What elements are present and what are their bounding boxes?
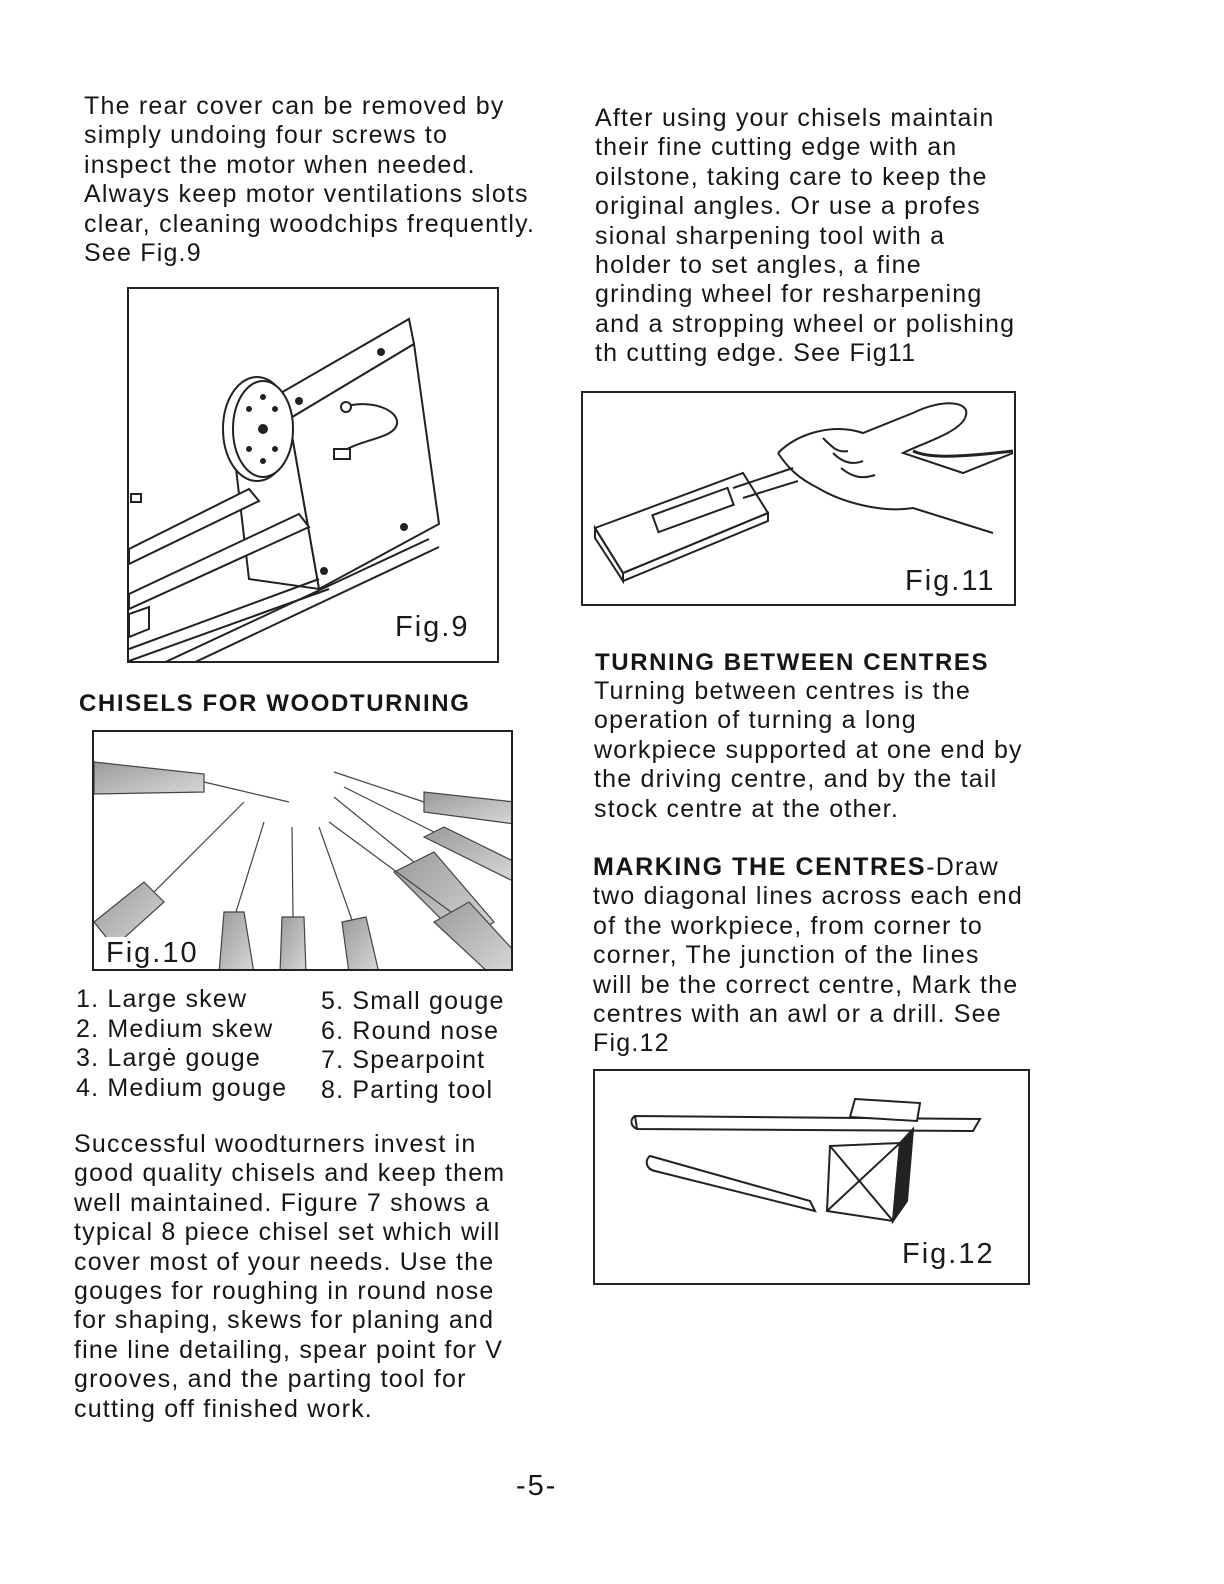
figure-12	[593, 1069, 1030, 1285]
rear-cover-paragraph: The rear cover can be removed by simply undoing four screws to inspect the motor when needed. Always keep motor ventilations slots clear, cleaning woodchips frequently. See Fig.9	[84, 92, 536, 268]
sharpening-paragraph: After using your chisels maintain their fine cutting edge with an oilstone, taking care to keep the original angles. Or use a profes sional sharpening tool with a holder to set angles, a fine grinding wheel for resharpening and a stropping wheel or polishing th cutting edge. See Fig11	[595, 104, 1016, 368]
marking-centres-paragraph	[593, 853, 1023, 1059]
marking-centres-heading: MARKING THE CENTRES	[593, 853, 927, 881]
figure-9	[127, 287, 499, 663]
successful-woodturners-paragraph: Successful woodturners invest in good quality chisels and keep them well maintained. Figure 7 shows a typical 8 piece chisel set which will cover most of your needs. Use the gouges for roughing in round nose for shaping, skews for planing and fine line detailing, spear point for V grooves, and the parting tool for cutting off finished work.	[74, 1130, 506, 1423]
figure-11	[581, 391, 1016, 606]
fig12-label: Fig.12	[902, 1238, 995, 1270]
lathe-motor-illustration	[129, 289, 499, 663]
list-item: 2. Medium skew	[76, 1014, 274, 1043]
chisels-heading: CHISELS FOR WOODTURNING	[79, 690, 471, 717]
list-item: 5. Small gouge	[321, 987, 505, 1015]
marking-first-line: -Draw	[926, 853, 999, 881]
list-item: 4. Medium gouge	[76, 1073, 288, 1102]
list-item: 7. Spearpoint	[321, 1046, 486, 1075]
fig9-label: Fig.9	[395, 611, 470, 643]
chisel-list-column-1	[76, 985, 287, 1103]
page-number: -5-	[516, 1470, 558, 1502]
list-item: 3. Largė gouge	[76, 1044, 262, 1073]
fig11-label: Fig.11	[905, 565, 996, 597]
chisel-set-photo	[94, 732, 513, 971]
list-item: 6. Round nose	[321, 1016, 500, 1045]
marking-text: two diagonal lines across each end of the workpiece, from corner to corner, The junction of the lines will be the correct centre, Mark the centres with an awl or a drill. See Fig.12	[593, 882, 1023, 1058]
turning-paragraph: Turning between centres is the operation of turning a long workpiece supported at one end by the driving centre, and by the tail stock centre at the other.	[594, 677, 1023, 823]
list-item: 1. Large skew	[76, 985, 248, 1013]
fig10-label: Fig.10	[106, 937, 199, 969]
list-item: 8. Parting tool	[321, 1075, 494, 1104]
chisel-list-column-2	[321, 987, 505, 1105]
turning-between-centres-heading: TURNING BETWEEN CENTRES	[595, 649, 990, 676]
figure-10	[92, 730, 513, 971]
